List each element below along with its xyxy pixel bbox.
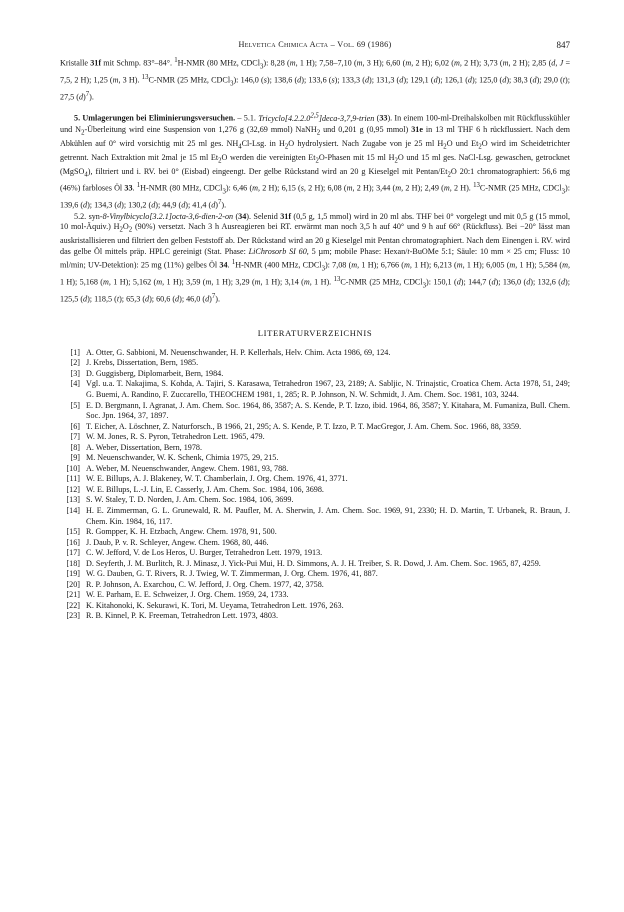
reference-number: [2] bbox=[70, 358, 80, 368]
reference-number: [1] bbox=[70, 347, 80, 357]
reference-number: [3] bbox=[70, 368, 80, 378]
reference-number: [23] bbox=[66, 611, 80, 621]
reference-item bbox=[60, 559, 570, 570]
reference-item bbox=[60, 443, 570, 454]
reference-text: W. M. Jones, R. S. Pyron, Tetrahedron Lett. 1965, 479. bbox=[86, 432, 265, 442]
reference-item bbox=[60, 358, 570, 369]
references-heading: LITERATURVERZEICHNIS bbox=[257, 327, 373, 338]
reference-text: R. B. Kinnel, P. K. Freeman, Tetrahedron Lett. 1973, 4803. bbox=[86, 611, 278, 621]
reference-item bbox=[60, 485, 570, 496]
reference-item bbox=[60, 422, 570, 433]
reference-number: [17] bbox=[66, 548, 80, 558]
reference-text: D. Seyferth, J. M. Burlitch, R. J. Minasz, J. Yick-Pui Mui, H. D. Simmons, A. J. H. Treiber, S. R. Dowd, J. Am. Chem. Soc. 1965, 87, 4259. bbox=[86, 558, 541, 568]
reference-text: A. Weber, Dissertation, Bern, 1978. bbox=[86, 442, 202, 452]
reference-text: J. Krebs, Dissertation, Bern, 1985. bbox=[86, 358, 199, 368]
reference-text: W. E. Billups, A. J. Blakeney, W. T. Chamberlain, J. Org. Chem. 1976, 41, 3771. bbox=[86, 474, 348, 484]
reference-number: [16] bbox=[66, 537, 80, 547]
reference-number: [20] bbox=[66, 579, 80, 589]
reference-number: [14] bbox=[66, 506, 80, 516]
reference-number: [7] bbox=[70, 432, 80, 442]
paragraph-section-5: 5. Umlagerungen bei Eliminierungsversuchen. – 5.1. Tricyclo[4.2.2.0$^{2,5}$]deca-3,7,9-trien (33). In einem 100-ml-Dreihalskolben mit Rückflusskühler und $N_2$-Überleitung wird eine Suspension von 1,276 g (32,69 mmol) NaNH$_2$ und 0,201 g (0,95 mmol) 31e in 13 ml THF 6 h rückflussiert. Nach dem Abkühlen auf 0° wird vorsichtig mit 25 ml ges. $NH_4Cl$-Lsg. in $H_2O$ hydrolysiert. Nach Zugabe von je 25 ml $H_2O$ und $Et_2O$ wird im Scheidetrichter getrennt. Nach Extraktion mit 2mal je 15 ml $Et_2O$ werden die vereinigten $Et_2O$-Phasen mit 15 ml $H_2O$ und 15 ml ges. NaCl-Lsg. gewaschen, getrocknet (MgSO$_4$), filtriert und i. RV. bei 0° (Eisbad) eingeengt. Der gelbe Rückstand wird an 20 g Kieselgel mit Pentan/$Et_2O$ 20:1 chromatographiert: 56,6 mg (46%) farbloses Öl 33. $^1$H-NMR (80 MHz, CDCl$_3$): 6,46 (m, 2 H); 6,15 (s, 2 H); 6,08 (m, 2 H); 3,44 (m, 2 H); 2,49 (m, 2 H). $^{13}$C-NMR (25 MHz, CDCl$_3$): 139,6 (d); 134,3 (d); 130,2 (d); 44,9 (d); 41,4 $(d)^7$). bbox=[60, 112, 571, 211]
reference-item bbox=[60, 538, 570, 549]
reference-number: [22] bbox=[66, 600, 80, 610]
reference-item bbox=[60, 464, 570, 475]
reference-text: S. W. Staley, T. D. Norden, J. Am. Chem. Soc. 1984, 106, 3699. bbox=[86, 495, 294, 505]
reference-text: C. W. Jefford, V. de Los Heros, U. Burger, Tetrahedron Lett. 1979, 1913. bbox=[86, 548, 323, 558]
reference-text: Vgl. u.a. T. Nakajima, S. Kohda, A. Tajiri, S. Karasawa, Tetrahedron 1967, 23, 2189; A. Sabljic, N. Trinajstic, Croatica Chem. Acta 1978, 51, 249; G. Buemi, A. Randino, F. Zuccarello, THEOCHEM 1981, 1, 285; R. P. Johnson, N. W. Schmidt, J. Am. Chem. Soc. 1981, 103, 3244. bbox=[86, 379, 570, 399]
reference-number: [10] bbox=[66, 463, 80, 473]
reference-text: J. Daub, P. v. R. Schleyer, Angew. Chem. 1968, 80, 446. bbox=[86, 537, 269, 547]
reference-item bbox=[60, 348, 570, 359]
reference-text: R. P. Johnson, A. Exarchou, C. W. Jefford, J. Org. Chem. 1977, 42, 3758. bbox=[86, 579, 324, 589]
reference-item bbox=[60, 611, 570, 622]
journal-title: Helvetica Chimica Acta – Vol. 69 (1986) bbox=[238, 40, 392, 49]
reference-text: A. Otter, G. Sabbioni, M. Neuenschwander, H. P. Kellerhals, Helv. Chim. Acta 1986, 69, 124. bbox=[86, 347, 391, 357]
reference-item bbox=[60, 474, 570, 485]
reference-number: [6] bbox=[70, 421, 80, 431]
reference-number: [11] bbox=[66, 474, 80, 484]
reference-item bbox=[60, 548, 570, 559]
reference-number: [4] bbox=[70, 379, 80, 389]
reference-text: W. E. Parham, E. E. Schweizer, J. Org. Chem. 1959, 24, 1733. bbox=[86, 590, 289, 600]
reference-item bbox=[60, 401, 570, 422]
reference-text: W. G. Dauben, G. T. Rivers, R. J. Twieg, W. T. Zimmerman, J. Org. Chem. 1976, 41, 887. bbox=[86, 569, 378, 579]
reference-item bbox=[60, 379, 570, 400]
reference-item bbox=[60, 369, 570, 380]
reference-text: K. Kitahonoki, K. Sekurawi, K. Tori, M. Ueyama, Tetrahedron Lett. 1976, 263. bbox=[86, 600, 344, 610]
reference-number: [13] bbox=[66, 495, 80, 505]
reference-text: H. E. Zimmerman, G. L. Grunewald, R. M. Paufler, M. A. Sherwin, J. Am. Chem. Soc. 1969, 91, 2330; H. D. Martin, T. Urbanek, R. Braun, J. Chem. Kin. 1984, 16, 117. bbox=[86, 506, 570, 526]
reference-text: A. Weber, M. Neuenschwander, Angew. Chem. 1981, 93, 788. bbox=[86, 463, 289, 473]
reference-number: [8] bbox=[70, 442, 80, 452]
reference-list bbox=[60, 348, 570, 622]
reference-number: [18] bbox=[66, 558, 80, 568]
reference-item bbox=[60, 601, 570, 612]
reference-item bbox=[60, 506, 570, 527]
paper-page bbox=[60, 40, 570, 622]
page-number: 847 bbox=[556, 40, 570, 50]
reference-text: E. D. Bergmann, I. Agranat, J. Am. Chem. Soc. 1964, 86, 3587; A. S. Kende, P. T. Izzo, ibid. 1964, 86, 3587; Y. Kitahara, M. Fumaniza, Bull. Chem. Soc. Jpn. 1964, 37, 1897. bbox=[86, 400, 570, 421]
reference-number: [12] bbox=[66, 484, 80, 494]
reference-item bbox=[60, 527, 570, 538]
reference-item bbox=[60, 569, 570, 580]
reference-text: R. Gompper, K. H. Etzbach, Angew. Chem. 1978, 91, 500. bbox=[86, 527, 277, 537]
reference-item bbox=[60, 495, 570, 506]
reference-item bbox=[60, 590, 570, 601]
reference-number: [19] bbox=[66, 569, 80, 579]
reference-text: D. Guggisberg, Diplomarbeit, Bern, 1984. bbox=[86, 368, 224, 378]
paragraph-section-5-2: 5.2. syn-8-Vinylbicyclo[3.2.1]octa-3,6-dien-2-on (34). Selenid 31f (0,5 g, 1,5 mmol) wird in 20 ml abs. THF bei 0° vorgelegt und mit 0,5 g (15 mmol, 10 mol-Äquiv.) $H_2O_2$ (90%) versetzt. Nach 3 h Ausreagieren bei RT. erwärmt man noch 3,5 h auf 40° und 9 h auf 66° (Rückfluss). Bei −20° lässt man auskristallisieren und filtriert den gelben Feststoff ab. Der Rückstand wird an 20 g Kieselgel mit Pentan chromatographiert. Nach dem Einengen i. RV. wird das gelbe Öl mittels präp. HPLC gereinigt (Stat. Phase: LiChrosorb SI 60, 5 µm; mobile Phase: Hexan/t-BuOMe 5:1; Säule: 10 mm × 25 cm; Fluss: 10 ml/min; UV-Detektion): 25 mg (11%) gelbes Öl 34. $^1$H-NMR (400 MHz, CDCl$_3$): 7,08 (m, 1 H); 6,766 (m, 1 H); 6,213 (m, 1 H); 6,005 (m, 1 H); 5,584 (m, 1 H); 5,168 (m, 1 H); 5,162 (m, 1 H); 3,59 (m, 1 H); 3,29 (m, 1 H); 3,14 (m, 1 H). $^{13}$C-NMR (25 MHz, CDCl$_3$): 150,1 (d); 144,7 (d); 136,0 (d); 132,6 (d); 125,5 (d); 118,5 (t); 65,3 (d); 60,6 (d); 46,0 $(d)^7$). bbox=[60, 211, 571, 304]
reference-number: [15] bbox=[66, 527, 80, 537]
reference-item bbox=[60, 580, 570, 591]
reference-number: [9] bbox=[70, 453, 80, 463]
reference-item bbox=[60, 453, 570, 464]
reference-number: [5] bbox=[70, 400, 80, 410]
reference-number: [21] bbox=[66, 590, 80, 600]
paragraph-crystals: Kristalle 31f mit Schmp. 83°–84°. $^1$H-NMR (80 MHz, CDCl$_3$): 8,28 (m, 1 H); 7,58–7,10 (m, 3 H); 6,60 (m, 2 H); 6,02 (m, 2 H); 3,73 (m, 2 H); 2,85 (d, J = 7,5, 2 H); 1,25 (m, 3 H). $^{13}$C-NMR (25 MHz, CDCl$_3$): 146,0 (s); 138,6 (d); 133,6 (s); 133,3 (d); 131,3 (d); 129,1 (d); 126,1 (d); 125,0 (d); 38,3 (d); 29,0 (t); 27,5 $(d)^7$). bbox=[60, 57, 571, 102]
running-header bbox=[60, 40, 570, 56]
reference-text: M. Neuenschwander, W. K. Schenk, Chimia 1975, 29, 215. bbox=[86, 453, 279, 463]
reference-text: W. E. Billups, L.-J. Lin, E. Casserly, J. Am. Chem. Soc. 1984, 106, 3698. bbox=[86, 484, 324, 494]
reference-item bbox=[60, 432, 570, 443]
reference-text: T. Eicher, A. Löschner, Z. Naturforsch., B 1966, 21, 295; A. S. Kende, P. T. Izzo, P. T. MacGregor, J. Am. Chem. Soc. 1966, 88, 3359. bbox=[86, 421, 522, 431]
